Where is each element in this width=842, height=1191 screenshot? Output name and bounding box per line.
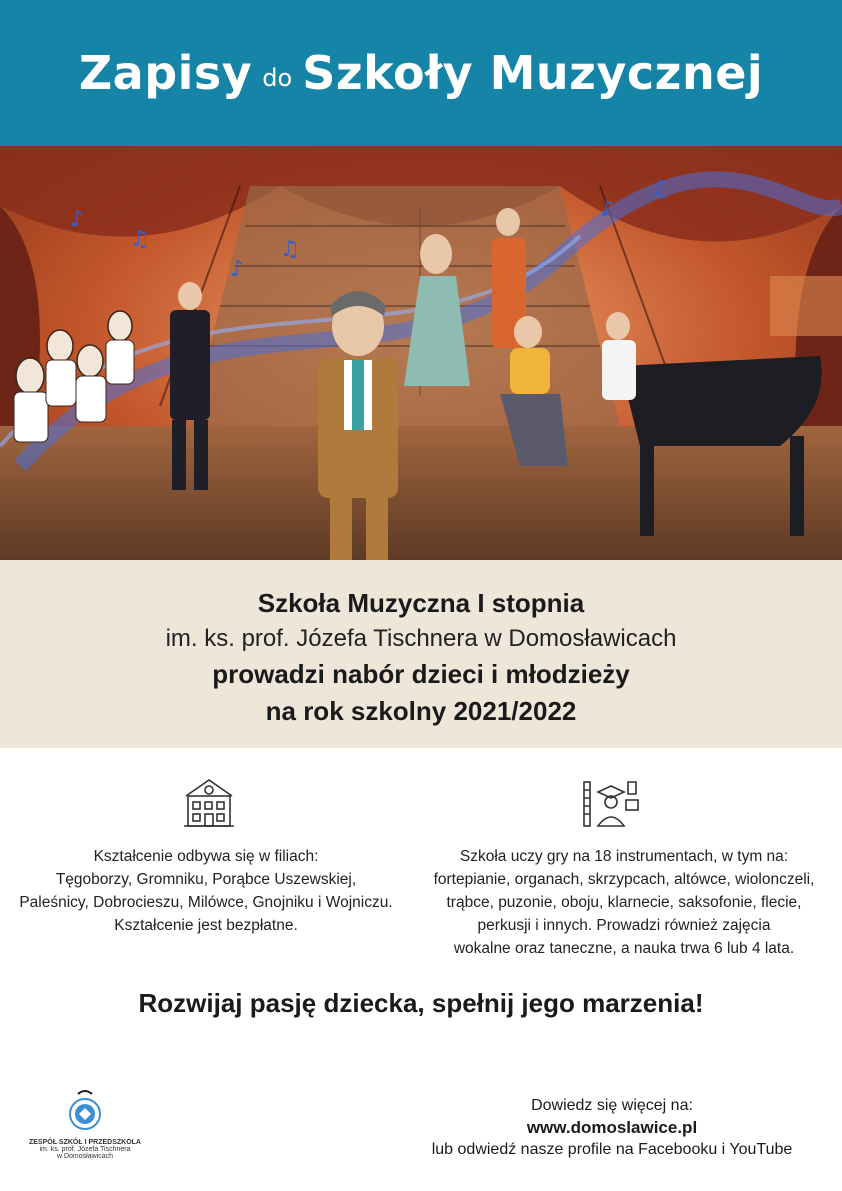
instruments-line: Szkoła uczy gry na 18 instrumentach, w tym na:: [459, 848, 789, 865]
instruments-line: trąbce, puzonie, oboju, klarnecie, saksofonie, flecie,: [446, 894, 802, 911]
svg-text:♫: ♫: [280, 237, 300, 262]
title-word-zapisy: Zapisy: [78, 46, 253, 100]
branches-line: Kształcenie jest bezpłatne.: [114, 917, 298, 934]
school-year-line: na rok szkolny 2021/2022: [265, 696, 577, 726]
music-school-stage-illustration: [0, 146, 842, 560]
header-banner: [0, 0, 842, 146]
school-logo: [20, 1088, 150, 1160]
svg-text:♫: ♫: [650, 177, 670, 202]
logo-line-1: ZESPÓŁ SZKÓŁ I PRZEDSZKOLA: [28, 1139, 141, 1146]
branches-line: Tęgoborzy, Gromniku, Porąbce Uszewskiej,: [55, 871, 357, 888]
logo-line-3: w Domosławicach: [56, 1153, 114, 1160]
school-crest-icon: [60, 1088, 110, 1132]
branches-line: Paleśnicy, Dobrocieszu, Milówce, Gnojniku i Wojniczu.: [19, 894, 393, 911]
school-name: Szkoła Muzyczna I stopnia: [257, 588, 585, 618]
instruments-line: fortepianie, organach, skrzypcach, altówce, wiolonczeli,: [433, 871, 815, 888]
logo-line-2: im. ks. prof. Józefa Tischnera: [39, 1146, 131, 1153]
contact-intro: Dowiedz się więcej na:: [531, 1097, 693, 1114]
instruments-line: perkusji i innych. Prowadzi również zajęcia: [477, 917, 771, 934]
branches-info: [0, 845, 412, 937]
title-word-szkoly-muzycznej: Szkoły Muzycznej: [302, 46, 764, 100]
stage-illustration-svg: [0, 146, 842, 560]
svg-text:♫: ♫: [130, 227, 150, 252]
instruments-info: [412, 845, 836, 960]
enrollment-line: prowadzi nabór dzieci i młodzieży: [212, 659, 630, 689]
social-profiles-text: lub odwiedź nasze profile na Facebooku i YouTube: [431, 1141, 793, 1158]
svg-text:♪: ♪: [70, 207, 85, 232]
svg-text:♪: ♪: [600, 197, 615, 222]
contact-info: [412, 1095, 812, 1161]
graduate-teacher-icon: [582, 778, 640, 835]
branches-line: Kształcenie odbywa się w filiach:: [93, 848, 319, 865]
school-building-icon: [182, 776, 236, 835]
intro-band: [0, 560, 842, 748]
website-link[interactable]: www.domoslawice.pl: [526, 1118, 698, 1137]
slogan: Rozwijaj pasję dziecka, spełnij jego marzenia!: [138, 988, 704, 1018]
school-patron: im. ks. prof. Józefa Tischnera w Domosławicach: [165, 625, 677, 652]
svg-text:♪: ♪: [230, 257, 245, 282]
title-word-do: do: [262, 64, 293, 92]
instruments-line: wokalne oraz taneczne, a nauka trwa 6 lub 4 lata.: [453, 940, 795, 957]
